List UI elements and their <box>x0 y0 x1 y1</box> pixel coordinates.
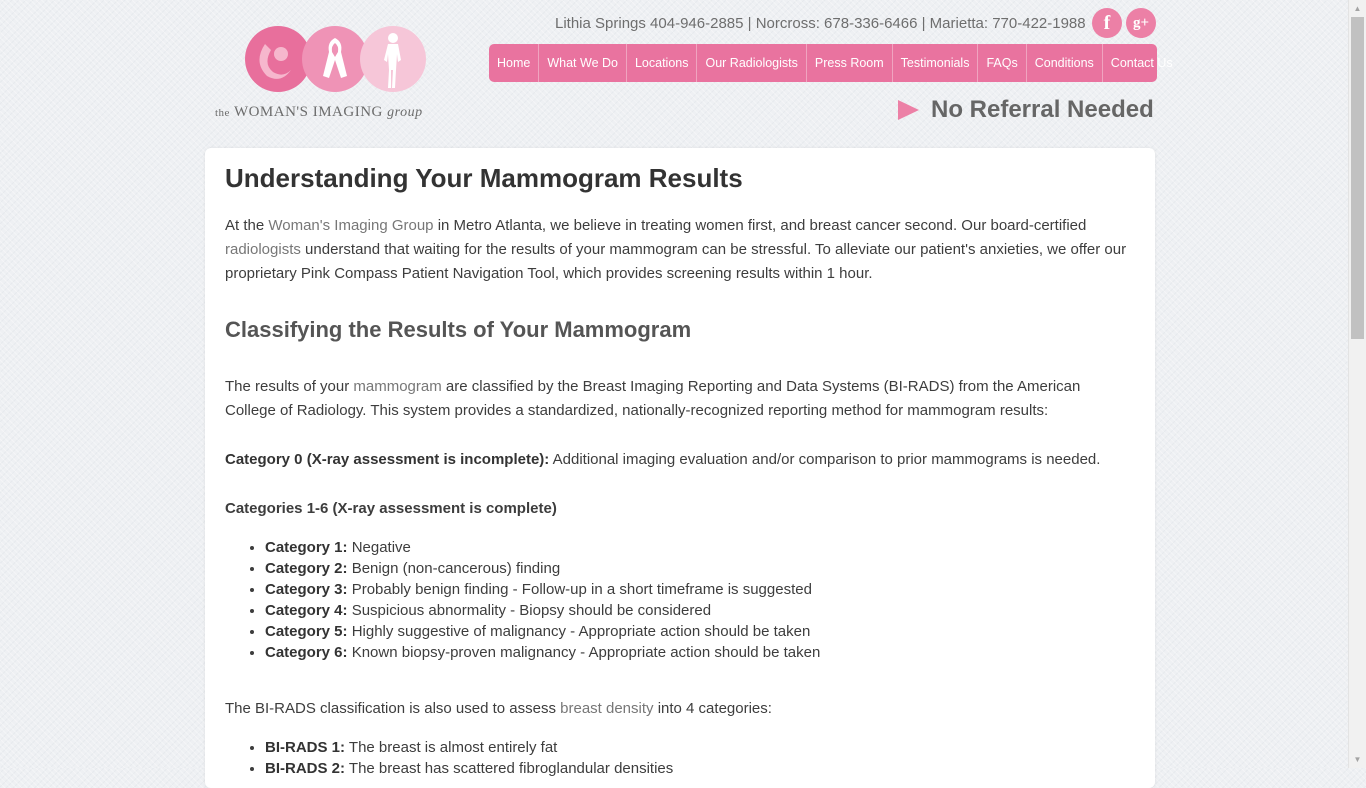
list-item: • Category 6: Known biopsy-proven malignancy - Appropriate action should be taken <box>265 642 820 663</box>
list-item: • BI-RADS 1: The breast is almost entirely fat <box>265 737 673 758</box>
link-breast-density[interactable]: breast density <box>560 700 654 717</box>
link-mammogram[interactable]: mammogram <box>353 378 442 395</box>
list-item: • Category 1: Negative <box>265 537 820 558</box>
nav-our-radiologists[interactable]: Our Radiologists <box>697 44 806 82</box>
nav-testimonials[interactable]: Testimonials <box>893 44 979 82</box>
content-card <box>205 148 1155 788</box>
site-logo[interactable] <box>213 24 463 124</box>
scroll-down-arrow-icon[interactable]: ▼ <box>1353 755 1362 764</box>
nav-what-we-do[interactable]: What We Do <box>539 44 627 82</box>
category-0-paragraph: Category 0 (X-ray assessment is incomplete): Additional imaging evaluation and/or comparison to prior mammograms is needed. <box>225 451 1101 468</box>
facebook-icon[interactable]: f <box>1092 8 1122 38</box>
nav-contact-us[interactable]: Contact Us <box>1110 56 1173 70</box>
google-plus-icon[interactable]: g+ <box>1126 8 1156 38</box>
page-title: Understanding Your Mammogram Results <box>225 163 743 193</box>
nav-press-room[interactable]: Press Room <box>807 44 893 82</box>
density-list <box>245 737 673 779</box>
category-list <box>245 537 820 663</box>
nav-conditions[interactable]: Conditions <box>1027 44 1103 82</box>
link-radiologists[interactable]: radiologists <box>225 241 301 258</box>
list-item: • Category 4: Suspicious abnormality - Biopsy should be considered <box>265 600 820 621</box>
list-item: • Category 3: Probably benign finding - Follow-up in a short timeframe is suggested <box>265 579 820 600</box>
scroll-thumb[interactable] <box>1351 17 1364 339</box>
categories-heading: Categories 1-6 (X-ray assessment is complete) <box>225 500 557 517</box>
intro-paragraph: At the Woman's Imaging Group in Metro Atlanta, we believe in treating women first, and breast cancer second. Our board-certified radiologists understand that waiting for the results of your mammogram can be stressful. To alleviate our patient's anxieties, we offer our proprietary Pink Compass Patient Navigation Tool, which provides screening results within 1 hour. <box>225 217 1127 282</box>
density-paragraph: The BI-RADS classification is also used to assess breast density into 4 categories: <box>225 700 772 717</box>
scroll-up-arrow-icon[interactable]: ▲ <box>1353 4 1362 13</box>
list-item: • Category 2: Benign (non-cancerous) finding <box>265 558 820 579</box>
nav-faqs[interactable]: FAQs <box>978 44 1026 82</box>
vertical-scrollbar[interactable] <box>1348 0 1366 768</box>
list-item: • Category 5: Highly suggestive of malignancy - Appropriate action should be taken <box>265 621 820 642</box>
no-referral-banner <box>898 96 1154 124</box>
main-nav <box>489 44 1173 82</box>
no-referral-text: No Referral Needed <box>931 96 1154 123</box>
nav-locations[interactable]: Locations <box>627 44 698 82</box>
section-heading: Classifying the Results of Your Mammogram <box>225 317 692 342</box>
list-item: • BI-RADS 2: The breast has scattered fibroglandular densities <box>265 758 673 779</box>
logo-icon <box>243 24 428 94</box>
logo-text: the WOMAN'S IMAGING group <box>215 104 423 120</box>
play-arrow-icon <box>898 100 919 120</box>
nav-home[interactable]: Home <box>489 44 539 82</box>
link-womans-imaging-group[interactable]: Woman's Imaging Group <box>268 217 434 234</box>
birads-paragraph: The results of your mammogram are classified by the Breast Imaging Reporting and Data Systems (BI-RADS) from the American College of Radiology. This system provides a standardized, nationally-recognized reporting method for mammogram results: <box>225 378 1081 419</box>
phone-numbers: Lithia Springs 404-946-2885 | Norcross: 678-336-6466 | Marietta: 770-422-1988 <box>555 15 1086 32</box>
